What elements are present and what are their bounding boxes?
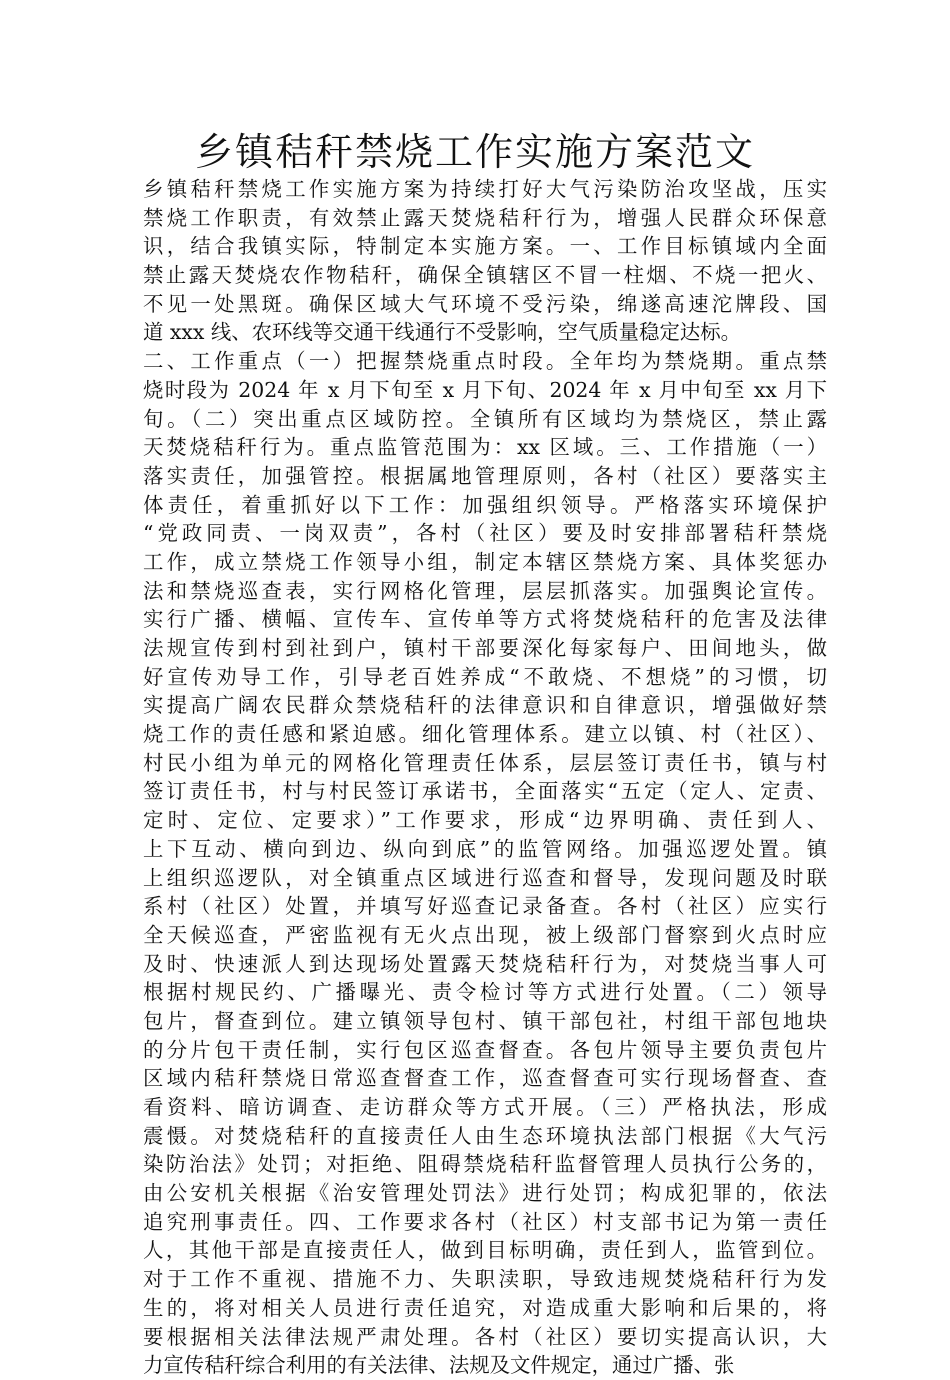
body-text-line: 旬。（二）突出重点区域防控。全镇所有区域均为禁烧区，禁止露 bbox=[143, 406, 827, 431]
body-text-line: 法和禁烧巡查表，实行网格化管理，层层抓落实。加强舆论宣传。 bbox=[143, 578, 827, 603]
body-text-line: 二、工作重点（一）把握禁烧重点时段。全年均为禁烧期。重点禁 bbox=[143, 349, 827, 374]
body-text-line: 实提高广阔农民群众禁烧秸秆的法律意识和自律意识，增强做好禁 bbox=[143, 693, 827, 718]
body-text-line: 落实责任，加强管控。根据属地管理原则，各村（社区）要落实主 bbox=[143, 463, 827, 488]
body-text-line: 体责任，着重抓好以下工作：加强组织领导。严格落实环境保护 bbox=[143, 492, 827, 517]
body-text-line: 及时、快速派人到达现场处置露天焚烧秸秆行为，对焚烧当事人可 bbox=[143, 951, 827, 976]
body-text-line: 签订责任书，村与村民签订承诺书，全面落实“五定（定人、定责、 bbox=[143, 779, 827, 804]
body-text-line: 烧工作的责任感和紧迫感。细化管理体系。建立以镇、村（社区）、 bbox=[143, 722, 827, 747]
body-text-line: 根据村规民约、广播曝光、责令检讨等方式进行处置。（二）领导 bbox=[143, 980, 827, 1005]
body-text-line: 好宣传劝导工作，引导老百姓养成“不敢烧、不想烧”的习惯，切 bbox=[143, 664, 827, 689]
body-text-line: 不见一处黑斑。确保区域大气环境不受污染，绵遂高速沱牌段、国 bbox=[143, 291, 827, 316]
body-text-line: 力宣传秸秆综合利用的有关法律、法规及文件规定，通过广播、张 bbox=[143, 1353, 735, 1378]
body-text-line: 工作，成立禁烧工作领导小组，制定本辖区禁烧方案、具体奖惩办 bbox=[143, 549, 827, 574]
body-text-line: 禁止露天焚烧农作物秸秆，确保全镇辖区不冒一柱烟、不烧一把火、 bbox=[143, 263, 827, 288]
body-text-line: 全天候巡查，严密监视有无火点出现，被上级部门督察到火点时应 bbox=[143, 922, 827, 947]
body-text-line: 的分片包干责任制，实行包区巡查督查。各包片领导主要负责包片 bbox=[143, 1037, 827, 1062]
document-title: 乡镇秸秆禁烧工作实施方案范文 bbox=[194, 130, 755, 174]
document-body bbox=[143, 175, 827, 1380]
body-text-line: 要根据相关法律法规严肃处理。各村（社区）要切实提高认识，大 bbox=[143, 1324, 827, 1349]
body-text-line: 生的，将对相关人员进行责任追究，对造成重大影响和后果的，将 bbox=[143, 1295, 827, 1320]
body-text-line: 上下互动、横向到边、纵向到底”的监管网络。加强巡逻处置。镇 bbox=[143, 836, 827, 861]
body-text-line: “党政同责、一岗双责”，各村（社区）要及时安排部署秸秆禁烧 bbox=[143, 521, 827, 546]
body-text-line: 村民小组为单元的网格化管理责任体系，层层签订责任书，镇与村 bbox=[143, 750, 827, 775]
body-text-line: 对于工作不重视、措施不力、失职渎职，导致违规焚烧秸秆行为发 bbox=[143, 1267, 827, 1292]
body-text-line: 追究刑事责任。四、工作要求各村（社区）村支部书记为第一责任 bbox=[143, 1209, 827, 1234]
body-text-line: 天焚烧秸秆行为。重点监管范围为：xx 区域。三、工作措施（一） bbox=[143, 435, 827, 460]
body-text-line: 震慑。对焚烧秸秆的直接责任人由生态环境执法部门根据《大气污 bbox=[143, 1123, 827, 1148]
body-text-line: 区域内秸秆禁烧日常巡查督查工作，巡查督查可实行现场督查、查 bbox=[143, 1066, 827, 1091]
body-text-line: 上组织巡逻队，对全镇重点区域进行巡查和督导，发现问题及时联 bbox=[143, 865, 827, 890]
body-text-line: 法规宣传到村到社到户，镇村干部要深化每家每户、田间地头，做 bbox=[143, 636, 827, 660]
body-text-line: 染防治法》处罚；对拒绝、阻碍禁烧秸秆监督管理人员执行公务的， bbox=[143, 1152, 827, 1177]
body-text-line: 看资料、暗访调查、走访群众等方式开展。（三）严格执法，形成 bbox=[143, 1095, 827, 1119]
body-text-line: 乡镇秸秆禁烧工作实施方案为持续打好大气污染防治攻坚战，压实 bbox=[143, 177, 827, 201]
body-text-line: 实行广播、横幅、宣传车、宣传单等方式将焚烧秸秆的危害及法律 bbox=[143, 607, 827, 632]
body-text-line: 道 xxx 线、农环线等交通干线通行不受影响，空气质量稳定达标。 bbox=[143, 320, 742, 345]
body-text-line: 识，结合我镇实际，特制定本实施方案。一、工作目标镇域内全面 bbox=[143, 234, 827, 259]
body-text-line: 人，其他干部是直接责任人，做到目标明确，责任到人，监管到位。 bbox=[143, 1238, 827, 1263]
body-text-line: 由公安机关根据《治安管理处罚法》进行处罚；构成犯罪的，依法 bbox=[143, 1181, 827, 1206]
body-text-line: 烧时段为 2024 年 x 月下旬至 x 月下旬、2024 年 x 月中旬至 xx 月下 bbox=[143, 377, 827, 402]
body-text-line: 包片，督查到位。建立镇领导包村、镇干部包社，村组干部包地块 bbox=[143, 1008, 827, 1033]
body-text-line: 定时、定位、定要求）”工作要求，形成“边界明确、责任到人、 bbox=[143, 808, 827, 833]
body-text-line: 系村（社区）处置，并填写好巡查记录备查。各村（社区）应实行 bbox=[143, 894, 827, 919]
body-text-line: 禁烧工作职责，有效禁止露天焚烧秸秆行为，增强人民群众环保意 bbox=[143, 205, 827, 230]
